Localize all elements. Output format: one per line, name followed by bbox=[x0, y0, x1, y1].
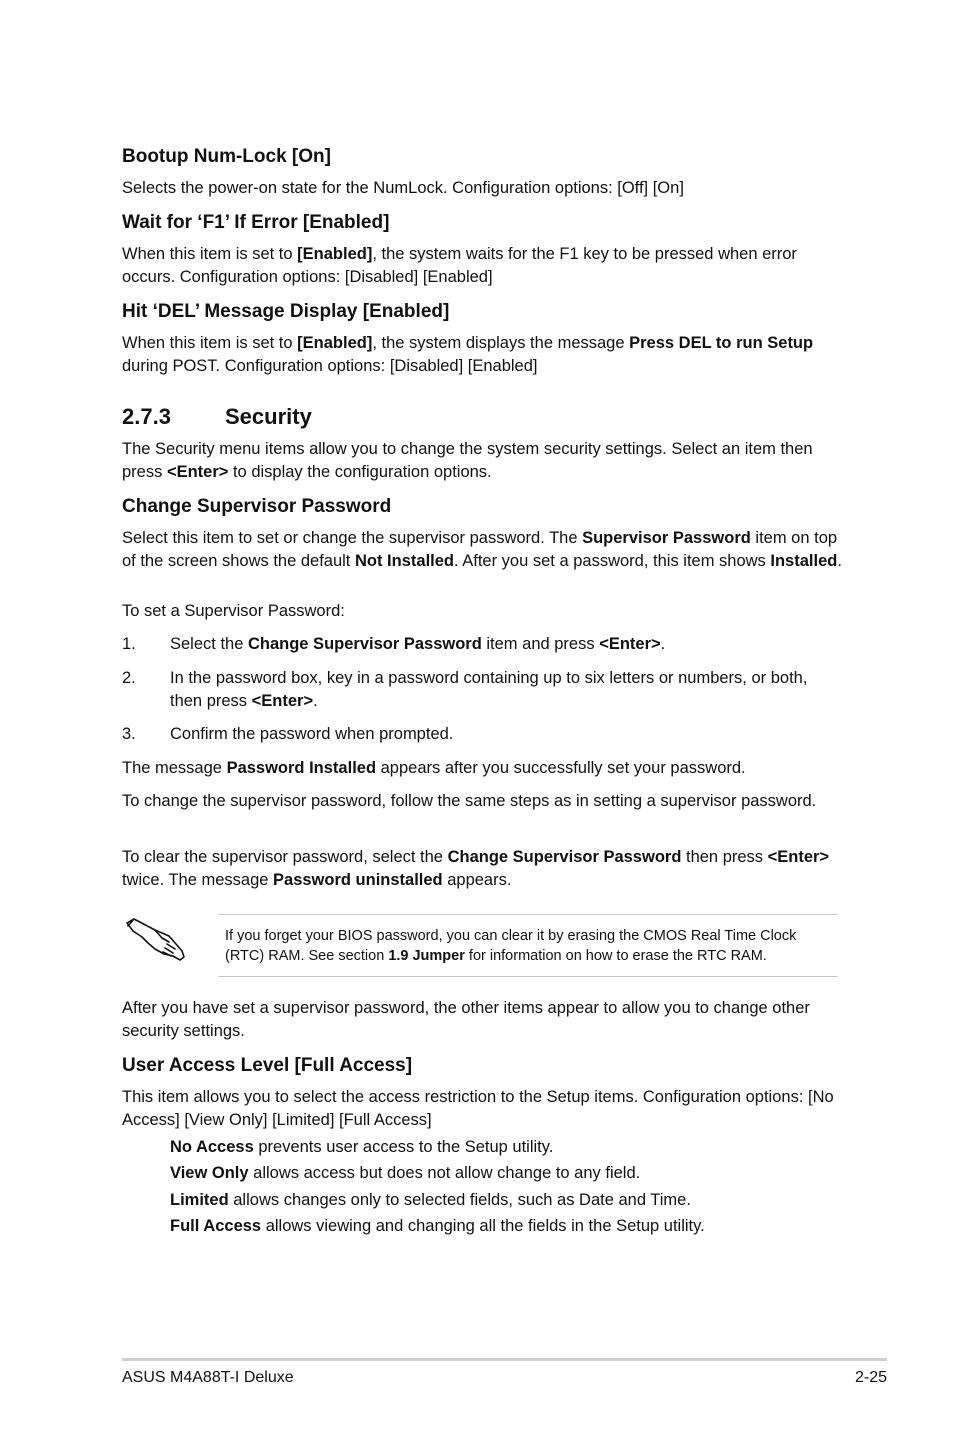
csp-heading: Change Supervisor Password bbox=[122, 496, 392, 517]
option-item: View Only allows access but does not allow change to any field. bbox=[170, 1164, 641, 1182]
footer-product: ASUS M4A88T-I Deluxe bbox=[122, 1369, 294, 1386]
waitf1-heading: Wait for ‘F1’ If Error [Enabled] bbox=[122, 212, 390, 233]
numlock-description: Selects the power-on state for the NumLock. Configuration options: [Off] [On] bbox=[122, 179, 684, 197]
csp-installed-message: The message Password Installed appears after you successfully set your password. bbox=[122, 759, 746, 777]
security-intro: The Security menu items allow you to change the system security settings. Select an item then press <Enter> to display the configuration options. bbox=[122, 440, 813, 481]
step-text: Confirm the password when prompted. bbox=[170, 725, 454, 743]
csp-description: Select this item to set or change the supervisor password. The Supervisor Password item on top of the screen shows the default Not Installed. After you set a password, this item shows Installed. bbox=[122, 529, 842, 570]
step-item bbox=[122, 667, 842, 713]
ual-heading: User Access Level [Full Access] bbox=[122, 1055, 413, 1076]
step-number: 3. bbox=[122, 725, 136, 743]
pointing-hand-icon bbox=[124, 914, 188, 964]
csp-clear: To clear the supervisor password, select the Change Supervisor Password then press <Enter> twice. The message Password uninstalled appears. bbox=[122, 848, 830, 889]
section-title bbox=[122, 403, 842, 431]
step-text: Select the Change Supervisor Password item and press <Enter>. bbox=[170, 635, 666, 653]
section-name: Security bbox=[225, 404, 312, 429]
step-number: 1. bbox=[122, 635, 136, 653]
option-item: Limited allows changes only to selected fields, such as Date and Time. bbox=[170, 1191, 691, 1209]
after-paragraph: After you have set a supervisor password, the other items appear to allow you to change other security settings. bbox=[122, 999, 810, 1040]
ual-description: This item allows you to select the access restriction to the Setup items. Configuration options: [No Access] [View Only] [Limited] [Full Access] bbox=[122, 1088, 834, 1129]
footer-page-number: 2-25 bbox=[854, 1369, 887, 1386]
csp-change: To change the supervisor password, follow the same steps as in setting a supervisor password. bbox=[122, 792, 817, 810]
numlock-heading: Bootup Num-Lock [On] bbox=[122, 146, 331, 167]
waitf1-description: When this item is set to [Enabled], the system waits for the F1 key to be pressed when error occurs. Configuration options: [Disabled] [Enabled] bbox=[122, 245, 797, 286]
section-number: 2.7.3 bbox=[122, 404, 171, 429]
footer-divider bbox=[122, 1358, 887, 1361]
option-item: No Access prevents user access to the Setup utility. bbox=[170, 1138, 554, 1156]
hitdel-description: When this item is set to [Enabled], the system displays the message Press DEL to run Setup during POST. Configuration options: [Disabled] [Enabled] bbox=[122, 334, 814, 375]
option-item: Full Access allows viewing and changing all the fields in the Setup utility. bbox=[170, 1217, 705, 1235]
step-item bbox=[122, 723, 842, 746]
hitdel-heading: Hit ‘DEL’ Message Display [Enabled] bbox=[122, 301, 450, 322]
note-text: If you forget your BIOS password, you can clear it by erasing the CMOS Real Time Clock (RTC) RAM. See section 1.9 Jumper for information on how to erase the RTC RAM. bbox=[225, 928, 797, 964]
csp-toset: To set a Supervisor Password: bbox=[122, 602, 345, 620]
step-text: In the password box, key in a password containing up to six letters or numbers, or both, then press <Enter>. bbox=[170, 669, 808, 710]
note-box bbox=[218, 914, 838, 977]
step-item bbox=[122, 633, 842, 656]
step-number: 2. bbox=[122, 669, 136, 687]
